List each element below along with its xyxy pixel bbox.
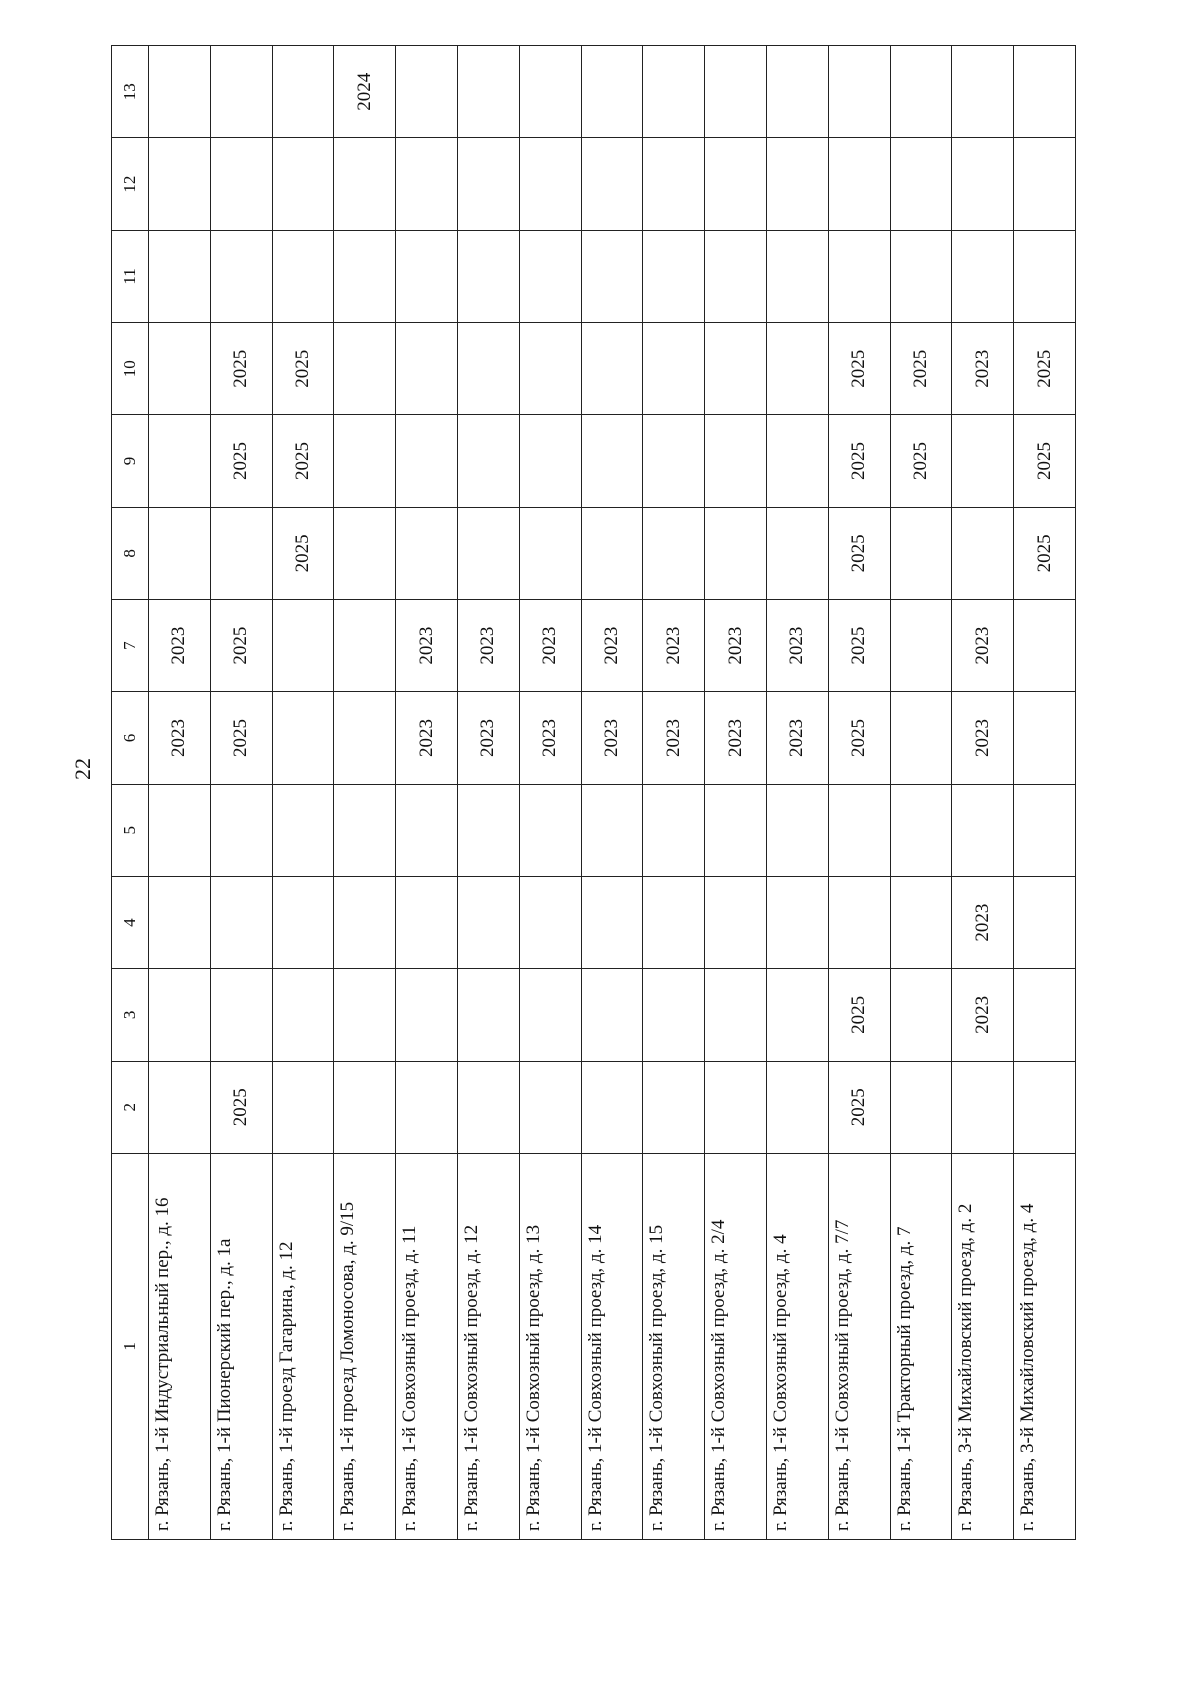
year-cell: 2025: [1014, 323, 1076, 415]
year-cell: 2023: [952, 969, 1014, 1061]
year-cell: [828, 784, 890, 876]
year-cell: [210, 507, 272, 599]
year-cell: [210, 784, 272, 876]
year-cell: [519, 876, 581, 968]
table-container: [111, 45, 1076, 1540]
year-cell: [396, 415, 458, 507]
year-cell: [581, 507, 643, 599]
year-cell: [643, 876, 705, 968]
year-cell: [766, 876, 828, 968]
year-cell: [766, 415, 828, 507]
year-cell: [149, 784, 211, 876]
year-cell: [766, 507, 828, 599]
year-cell: [952, 138, 1014, 230]
year-cell: [705, 230, 767, 322]
year-cell: [396, 230, 458, 322]
year-cell: [705, 138, 767, 230]
year-cell: 2023: [581, 599, 643, 691]
year-cell: 2025: [890, 415, 952, 507]
year-cell: [396, 1061, 458, 1153]
year-cell: [952, 1061, 1014, 1153]
table-row: [1014, 46, 1076, 1540]
year-cell: [1014, 1061, 1076, 1153]
year-cell: [890, 507, 952, 599]
address-cell: г. Рязань, 3-й Михайловский проезд, д. 4: [1014, 1153, 1076, 1539]
column-header-8: 8: [112, 507, 149, 599]
address-cell: г. Рязань, 1-й Совхозный проезд, д. 4: [766, 1153, 828, 1539]
year-cell: [890, 599, 952, 691]
year-cell: 2023: [952, 692, 1014, 784]
year-cell: [457, 230, 519, 322]
year-cell: [272, 230, 334, 322]
table-row: [705, 46, 767, 1540]
column-header-1: 1: [112, 1153, 149, 1539]
year-cell: [334, 507, 396, 599]
year-cell: 2025: [828, 599, 890, 691]
year-cell: 2024: [334, 46, 396, 138]
year-cell: [643, 415, 705, 507]
year-cell: [149, 1061, 211, 1153]
year-cell: [643, 784, 705, 876]
year-cell: [766, 969, 828, 1061]
year-cell: 2025: [828, 507, 890, 599]
table-row: [334, 46, 396, 1540]
table-row: [890, 46, 952, 1540]
year-cell: [766, 784, 828, 876]
table-row: [457, 46, 519, 1540]
year-cell: [643, 138, 705, 230]
table-row: [396, 46, 458, 1540]
year-cell: [272, 969, 334, 1061]
year-cell: 2025: [210, 692, 272, 784]
year-cell: 2023: [952, 323, 1014, 415]
address-cell: г. Рязань, 3-й Михайловский проезд, д. 2: [952, 1153, 1014, 1539]
year-cell: 2023: [643, 599, 705, 691]
year-cell: [519, 230, 581, 322]
year-cell: [272, 1061, 334, 1153]
column-header-12: 12: [112, 138, 149, 230]
year-cell: [1014, 138, 1076, 230]
year-cell: [210, 230, 272, 322]
year-cell: [396, 969, 458, 1061]
year-cell: [519, 1061, 581, 1153]
year-cell: [149, 138, 211, 230]
year-cell: 2023: [766, 692, 828, 784]
address-cell: г. Рязань, 1-й Совхозный проезд, д. 11: [396, 1153, 458, 1539]
year-cell: [581, 784, 643, 876]
year-cell: [890, 230, 952, 322]
year-cell: [643, 230, 705, 322]
year-cell: [457, 969, 519, 1061]
year-cell: [396, 323, 458, 415]
year-cell: [1014, 46, 1076, 138]
year-cell: [334, 876, 396, 968]
year-cell: [952, 46, 1014, 138]
table-row: [210, 46, 272, 1540]
year-cell: [457, 507, 519, 599]
year-cell: 2025: [828, 969, 890, 1061]
year-cell: 2023: [643, 692, 705, 784]
year-cell: [457, 138, 519, 230]
year-cell: [334, 323, 396, 415]
column-header-3: 3: [112, 969, 149, 1061]
year-cell: [828, 876, 890, 968]
year-cell: [334, 230, 396, 322]
year-cell: [952, 230, 1014, 322]
year-cell: 2025: [828, 323, 890, 415]
header-row: [112, 46, 149, 1540]
year-cell: [890, 1061, 952, 1153]
year-cell: [581, 969, 643, 1061]
year-cell: 2025: [210, 323, 272, 415]
year-cell: [705, 46, 767, 138]
column-header-7: 7: [112, 599, 149, 691]
column-header-4: 4: [112, 876, 149, 968]
year-cell: 2025: [828, 415, 890, 507]
year-cell: 2023: [457, 599, 519, 691]
year-cell: [519, 46, 581, 138]
year-cell: [272, 876, 334, 968]
year-cell: [210, 138, 272, 230]
address-cell: г. Рязань, 1-й Пионерский пер., д. 1а: [210, 1153, 272, 1539]
year-cell: [1014, 230, 1076, 322]
year-cell: 2023: [519, 692, 581, 784]
column-header-5: 5: [112, 784, 149, 876]
year-cell: [705, 784, 767, 876]
year-cell: [643, 1061, 705, 1153]
column-header-2: 2: [112, 1061, 149, 1153]
year-cell: [890, 784, 952, 876]
address-cell: г. Рязань, 1-й Тракторный проезд, д. 7: [890, 1153, 952, 1539]
year-cell: [581, 876, 643, 968]
year-cell: 2025: [210, 599, 272, 691]
year-cell: 2023: [952, 599, 1014, 691]
year-cell: [890, 46, 952, 138]
year-cell: [581, 46, 643, 138]
year-cell: [766, 138, 828, 230]
year-cell: 2023: [766, 599, 828, 691]
year-cell: [581, 323, 643, 415]
year-cell: 2025: [1014, 507, 1076, 599]
year-cell: [643, 507, 705, 599]
address-cell: г. Рязань, 1-й Совхозный проезд, д. 7/7: [828, 1153, 890, 1539]
year-cell: 2025: [210, 1061, 272, 1153]
year-cell: [272, 138, 334, 230]
year-cell: [1014, 876, 1076, 968]
year-cell: [519, 323, 581, 415]
address-cell: г. Рязань, 1-й проезд Гагарина, д. 12: [272, 1153, 334, 1539]
address-cell: г. Рязань, 1-й Индустриальный пер., д. 16: [149, 1153, 211, 1539]
year-cell: 2023: [396, 692, 458, 784]
year-cell: [519, 969, 581, 1061]
year-cell: 2023: [149, 692, 211, 784]
year-cell: 2025: [210, 415, 272, 507]
year-cell: [396, 46, 458, 138]
address-cell: г. Рязань, 1-й проезд Ломоносова, д. 9/15: [334, 1153, 396, 1539]
year-cell: 2025: [890, 323, 952, 415]
year-cell: 2025: [1014, 415, 1076, 507]
year-cell: [396, 507, 458, 599]
year-cell: [705, 1061, 767, 1153]
table-row: [828, 46, 890, 1540]
year-cell: [705, 415, 767, 507]
year-cell: [952, 415, 1014, 507]
year-cell: 2023: [149, 599, 211, 691]
year-cell: [210, 876, 272, 968]
year-cell: [581, 1061, 643, 1153]
year-cell: [149, 415, 211, 507]
year-cell: [828, 138, 890, 230]
year-cell: [705, 969, 767, 1061]
year-cell: [457, 784, 519, 876]
year-cell: [952, 784, 1014, 876]
year-cell: 2025: [828, 692, 890, 784]
year-cell: [643, 969, 705, 1061]
year-cell: [396, 138, 458, 230]
column-header-13: 13: [112, 46, 149, 138]
address-cell: г. Рязань, 1-й Совхозный проезд, д. 15: [643, 1153, 705, 1539]
year-cell: [766, 46, 828, 138]
year-cell: [272, 46, 334, 138]
schedule-table: [111, 45, 1076, 1540]
year-cell: [643, 323, 705, 415]
year-cell: [396, 784, 458, 876]
table-row: [952, 46, 1014, 1540]
year-cell: 2023: [952, 876, 1014, 968]
year-cell: [334, 969, 396, 1061]
year-cell: [519, 415, 581, 507]
year-cell: 2023: [705, 692, 767, 784]
address-cell: г. Рязань, 1-й Совхозный проезд, д. 2/4: [705, 1153, 767, 1539]
year-cell: [334, 138, 396, 230]
year-cell: [334, 415, 396, 507]
page-number: 22: [70, 758, 95, 780]
year-cell: [457, 1061, 519, 1153]
column-header-9: 9: [112, 415, 149, 507]
year-cell: [334, 784, 396, 876]
year-cell: 2025: [272, 415, 334, 507]
year-cell: 2025: [272, 507, 334, 599]
address-cell: г. Рязань, 1-й Совхозный проезд, д. 13: [519, 1153, 581, 1539]
year-cell: [519, 507, 581, 599]
year-cell: [457, 876, 519, 968]
year-cell: 2025: [272, 323, 334, 415]
year-cell: [519, 138, 581, 230]
year-cell: 2023: [457, 692, 519, 784]
year-cell: [828, 230, 890, 322]
year-cell: [643, 46, 705, 138]
table-row: [272, 46, 334, 1540]
year-cell: [766, 323, 828, 415]
table-row: [581, 46, 643, 1540]
year-cell: [149, 230, 211, 322]
year-cell: [952, 507, 1014, 599]
table-row: [519, 46, 581, 1540]
year-cell: 2023: [705, 599, 767, 691]
year-cell: [149, 323, 211, 415]
column-header-11: 11: [112, 230, 149, 322]
year-cell: [890, 692, 952, 784]
year-cell: [210, 969, 272, 1061]
year-cell: [149, 876, 211, 968]
column-header-10: 10: [112, 323, 149, 415]
year-cell: [890, 969, 952, 1061]
table-row: [149, 46, 211, 1540]
address-cell: г. Рязань, 1-й Совхозный проезд, д. 12: [457, 1153, 519, 1539]
year-cell: [890, 876, 952, 968]
year-cell: [581, 230, 643, 322]
address-cell: г. Рязань, 1-й Совхозный проезд, д. 14: [581, 1153, 643, 1539]
year-cell: [272, 599, 334, 691]
year-cell: [457, 415, 519, 507]
year-cell: [334, 1061, 396, 1153]
year-cell: [334, 599, 396, 691]
year-cell: [828, 46, 890, 138]
year-cell: [890, 138, 952, 230]
year-cell: [705, 507, 767, 599]
year-cell: [149, 46, 211, 138]
year-cell: [705, 876, 767, 968]
year-cell: [1014, 692, 1076, 784]
year-cell: [581, 138, 643, 230]
year-cell: [581, 415, 643, 507]
year-cell: [457, 46, 519, 138]
year-cell: 2023: [396, 599, 458, 691]
year-cell: [272, 692, 334, 784]
year-cell: [149, 507, 211, 599]
year-cell: [334, 692, 396, 784]
table-row: [766, 46, 828, 1540]
year-cell: [396, 876, 458, 968]
year-cell: 2025: [828, 1061, 890, 1153]
year-cell: [766, 1061, 828, 1153]
year-cell: 2023: [581, 692, 643, 784]
year-cell: [1014, 784, 1076, 876]
year-cell: [457, 323, 519, 415]
year-cell: [766, 230, 828, 322]
table-row: [643, 46, 705, 1540]
column-header-6: 6: [112, 692, 149, 784]
year-cell: 2023: [519, 599, 581, 691]
year-cell: [1014, 599, 1076, 691]
year-cell: [210, 46, 272, 138]
year-cell: [705, 323, 767, 415]
year-cell: [519, 784, 581, 876]
year-cell: [149, 969, 211, 1061]
year-cell: [1014, 969, 1076, 1061]
year-cell: [272, 784, 334, 876]
